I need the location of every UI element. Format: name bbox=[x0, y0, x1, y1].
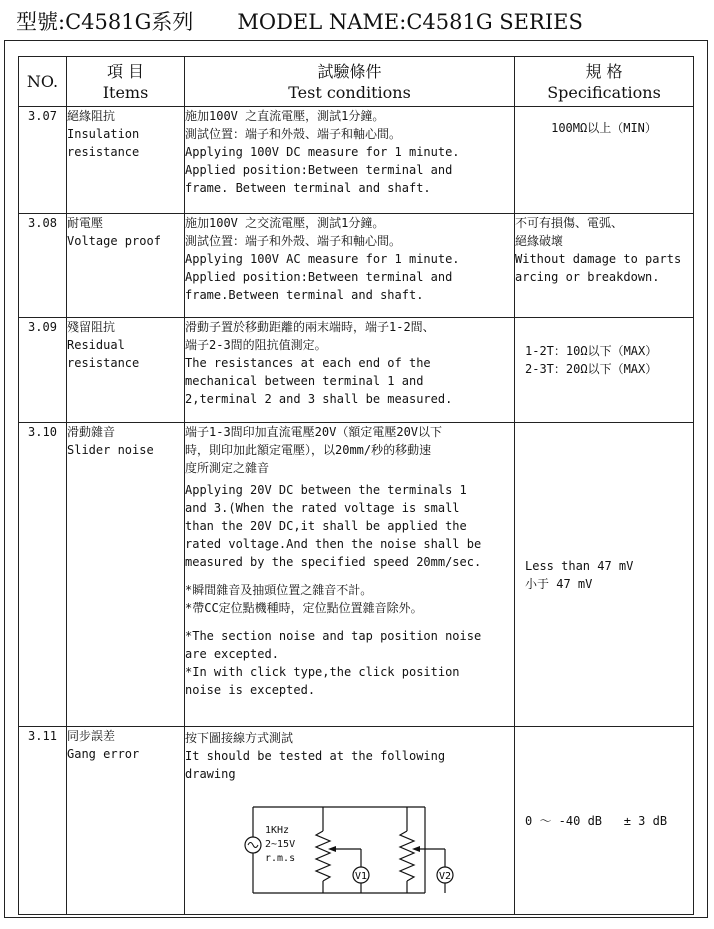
title-cn: 型號:C4581G系列 bbox=[16, 10, 194, 34]
row-condition: 施加100V 之直流電壓，測試1分鐘。 測試位置：端子和外殼、端子和軸心間。 Applying 100V DC measure for 1 minute. Applied position:Between terminal and frame. Between terminal and shaft. bbox=[185, 107, 515, 214]
table-row: 3.08 耐電壓 Voltage proof 施加100V 之交流電壓，測試1分鐘。 測試位置：端子和外殼、端子和軸心間。 Applying 100V AC measure for 1 minute. Applied position:Between terminal and frame.Between terminal and shaft. 不可有損傷、電弧、 絕緣破壞 Without damage to parts arcing or breakdown. bbox=[19, 214, 694, 318]
table-row: 3.10 滑動雜音 Slider noise 端子1-3間印加直流電壓20V（額定電壓20V以下 時，則印加此額定電壓），以20mm/秒的移動速 度所測定之雜音 Applying 20V DC between the terminals 1 and 3.(When the rated voltage is small than the 20V DC,it shall be applied the rated voltage.And then the noise shall be measured by the specified speed 20mm/sec. *瞬間雜音及抽頭位置之雜音不計。 *帶CC定位點機種時，定位點位置雜音除外。 *The section noise and tap position noise are excepted. *In with click type,the click position noise is excepted. Less than 47 mV 小于 47 mV bbox=[19, 423, 694, 727]
meter-v2 bbox=[437, 867, 453, 883]
meter-v1 bbox=[353, 867, 369, 883]
document-header bbox=[16, 6, 583, 36]
title-en: MODEL NAME:C4581G SERIES bbox=[237, 10, 583, 34]
row-item: 絕緣阻抗 Insulation resistance bbox=[67, 107, 185, 214]
table-row: 3.09 殘留阻抗 Residual resistance 滑動子置於移動距離的兩末端時，端子1-2間、 端子2-3間的阻抗值測定。 The resistances at each end of the mechanical between terminal 1 and 2,terminal 2 and 3 shall be measured. 1-2T：10Ω以下（MAX） 2-3T：20Ω以下（MAX） bbox=[19, 318, 694, 423]
row-no: 3.07 bbox=[19, 107, 67, 214]
wiper-arrow-1 bbox=[328, 846, 336, 852]
header-test: 試驗條件 Test conditions bbox=[185, 57, 515, 107]
table-row: 3.11 同步誤差 Gang error 按下圖接線方式測試 It should be tested at the following drawing V1 V2 1KHz 2~15V r.m.s 0 ～ -40 dB ± 3 dB bbox=[19, 727, 694, 915]
svg-text:V2: V2 bbox=[438, 871, 452, 882]
table-row bbox=[19, 107, 694, 214]
source-rms: r.m.s bbox=[265, 853, 296, 864]
header-no: NO. bbox=[19, 57, 67, 107]
header-items: 項 目 Items bbox=[67, 57, 185, 107]
svg-text:V1: V1 bbox=[354, 871, 368, 882]
wiper-arrow-2 bbox=[412, 846, 420, 852]
row-spec: 100MΩ以上（MIN） bbox=[515, 107, 694, 214]
source-icon bbox=[245, 837, 261, 853]
spec-table bbox=[18, 56, 694, 915]
header-spec: 規 格 Specifications bbox=[515, 57, 694, 107]
circuit-diagram bbox=[185, 787, 495, 907]
source-freq: 1KHz bbox=[265, 825, 290, 836]
source-volt: 2~15V bbox=[265, 839, 296, 850]
table-header-row bbox=[19, 57, 694, 107]
